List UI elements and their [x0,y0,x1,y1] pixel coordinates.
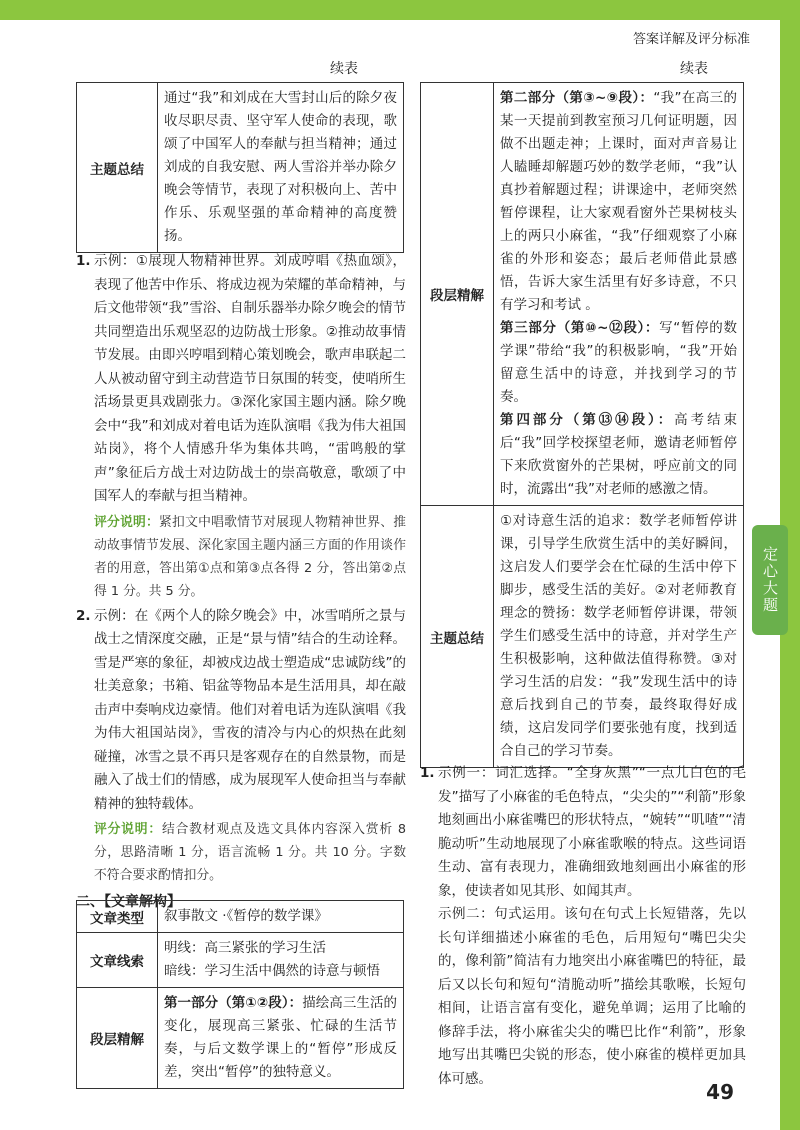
scoring-note-text: 紧扣文中唱歌情节对展现人物精神世界、推动故事情节发展、深化家国主题内涵三方面的作用谈作者的用意，答出第①点和第③点各得 2 分，答出第②点得 1 分。共 5 分。 [94,514,407,599]
part-heading: 第一部分（第①②段）： [164,995,303,1011]
part-heading: 第二部分（第③~⑨段）： [500,90,654,106]
continued-label-right: 续表 [680,61,708,77]
part-text: 高考结束后“我”回学校探望老师，邀请老师暂停下来欣赏窗外的芒果树，呼应前文的同时，流露出“我”对老师的感激之情。 [500,412,738,497]
structure-value [158,933,404,988]
scoring-note-2 [94,818,406,887]
page-header: 答案详解及评分标准 [632,32,750,47]
answer-text: 示例：在《两个人的除夕晚会》中，冰雪哨所之景与战士之情深度交融，正是“景与情”结合的生动诠释。雪是严寒的象征，却被戍边战士塑造成“忠诚防线”的壮美意象；书箱、铝盆等物品本是生活用具，却在敲击声中奏响戍边豪情。他们对着电话为连队演唱《我为伟大祖国站岗》，雪夜的清冷与内心的炽热在此刻碰撞，冰雪之景不再只是客观存在的自然景物，而是融入了战士们的情感，成为展现军人使命担当与奉献精神的独特载体。 [94,607,406,812]
answer-example-2: 示例二：句式运用。该句在句式上长短错落，先以长句详细描述小麻雀的毛色，后用短句“嘴巴尖尖的，像利箭”简洁有力地突出小麻雀嘴巴的特征，最后又以长句和短句“清脆动听”描绘其歌喉，长短句相间，让语言富有变化，避免单调；运用了比喻的修辞手法，将小麻雀尖尖的嘴巴比作“利箭”，形象地写出其嘴巴尖锐的形态，使小麻雀的模样更加具体可感。 [438,906,746,1087]
answer-1 [76,250,406,509]
section-heading: 二、【文章解构】 [76,894,181,910]
part-text: “我”在高三的某一天提前到教室预习几何证明题，因做不出题走神；上课时，面对声音易让人瞌睡却解题巧妙的数学老师，“我”认真抄着解题过程；讲课途中，老师突然暂停课程，让大家观看窗外芒果树枝头上的两只小麻雀，“我”仔细观察了小麻雀的外形和姿态；最后老师借此景感悟，告诉大家生活里有好多诗意，不只有学习和考试 。 [500,90,737,313]
summary-key: 主题总结 [421,506,494,768]
answers-column-left [76,250,406,919]
part-2 [500,87,737,317]
answer-number: 1. [420,765,435,781]
structure-key: 段层精解 [77,988,158,1089]
theme-summary-value: 通过“我”和刘成在大雪封山后的除夕夜收尽职尽责、坚守军人使命的表现，歌颂了中国军人的奉献与担当精神；通过刘成的自我安慰、两人雪浴并举办除夕晚会等情节，表现了对积极向上、苦中作乐、乐观坚强的革命精神的高度赞扬。 [158,83,404,253]
main-clue: 明线：高三紧张的学习生活 [164,940,326,956]
answer-number: 2. [76,607,91,624]
right-answer-1 [420,762,746,903]
hidden-clue: 暗线：学习生活中偶然的诗意与顿悟 [164,963,380,979]
structure-value [158,988,404,1089]
theme-summary-table [76,82,404,253]
part-heading: 第三部分（第⑩~⑫段）： [500,320,660,336]
scoring-note-label: 评分说明： [94,822,162,837]
part-heading: 第四部分（第⑬⑭段）： [500,412,675,428]
part-text: 写“暂停的数学课”带给“我”的积极影响，“我”开始留意生活中的诗意，并找到学习的节奏。 [500,320,737,405]
scoring-note-text: 结合教材观点及选文具体内容深入赏析 8 分，思路清晰 1 分，语言流畅 1 分。共 10 分。字数不符合要求酌情扣分。 [94,822,406,883]
theme-summary-key: 主题总结 [77,83,158,253]
answer-text: 示例：①展现人物精神世界。刘成哼唱《热血颂》，表现了他苦中作乐、将成边视为荣耀的革命精神，与后文他带领“我”雪浴、自制乐器举办除夕晚会的情节共同塑造出乐观坚忍的边防战士形象。②推动故事情节发展。由即兴哼唱到精心策划晚会，歌声串联起二人从被动留守到主动营造节日氛围的转变，使哨所生活场景更具戏剧张力。③深化家国主题内涵。除夕晚会中“我”和刘成对着电话为连队演唱《我为伟大祖国站岗》，将个人情感升华为集体共鸣，“雷鸣般的掌声”象征后方战士对边防战士的崇高敬意，歌颂了中国军人的奉献与担当精神。 [94,253,406,504]
page-number: 49 [706,1080,734,1104]
summary-value: ①对诗意生活的追求：数学老师暂停讲课，引导学生欣赏生活中的美好瞬间，这启发人们要学会在忙碌的生活中停下脚步，感受生活的美好。②对老师教育理念的赞扬：数学老师暂停讲课，带领学生们感受生活中的诗意，并对学生产生积极影响，这种做法值得称赞。③对学习生活的启发：“我”发现生活中的诗意后找到自己的节奏，最终取得好成绩，这启发同学们要张弛有度，找到适合自己的学习节奏。 [494,506,744,768]
section-key: 段层精解 [421,83,494,506]
answers-column-right [420,762,746,1091]
answer-number: 1. [76,253,91,269]
structure-key: 文章类型 [77,901,158,933]
part-3 [500,317,737,409]
chapter-side-tab[interactable]: 定心大题 [752,525,788,635]
structure-value: 叙事散文 ·《暂停的数学课》 [158,901,404,933]
answer-2 [76,605,406,817]
section-value [494,83,744,506]
article-structure-table [76,900,404,1089]
part-4 [500,409,737,501]
answer-text: 示例一：词汇选择。“全身灰黑”“一点儿白色的毛发”描写了小麻雀的毛色特点，“尖尖的”“利箭”形象地刻画出小麻雀嘴巴的形状特点，“婉转”“叽喳”“清脆动听”生动地展现了小麻雀歌喉的特点。这些词语生动、富有表现力，准确细致地刻画出小麻雀的形象，使读者如见其形、如闻其声。 [438,765,746,899]
section-analysis-table [420,82,744,768]
part-text: 描绘高三生活的变化，展现高三紧张、忙碌的生活节奏，与后文数学课上的“暂停”形成反差，突出“暂停”的独特意义。 [164,995,397,1080]
scoring-note-1 [94,511,406,603]
continued-label-left: 续表 [330,61,358,77]
scoring-note-label: 评分说明： [94,514,160,530]
structure-key: 文章线索 [77,933,158,988]
top-color-bar [0,0,800,20]
